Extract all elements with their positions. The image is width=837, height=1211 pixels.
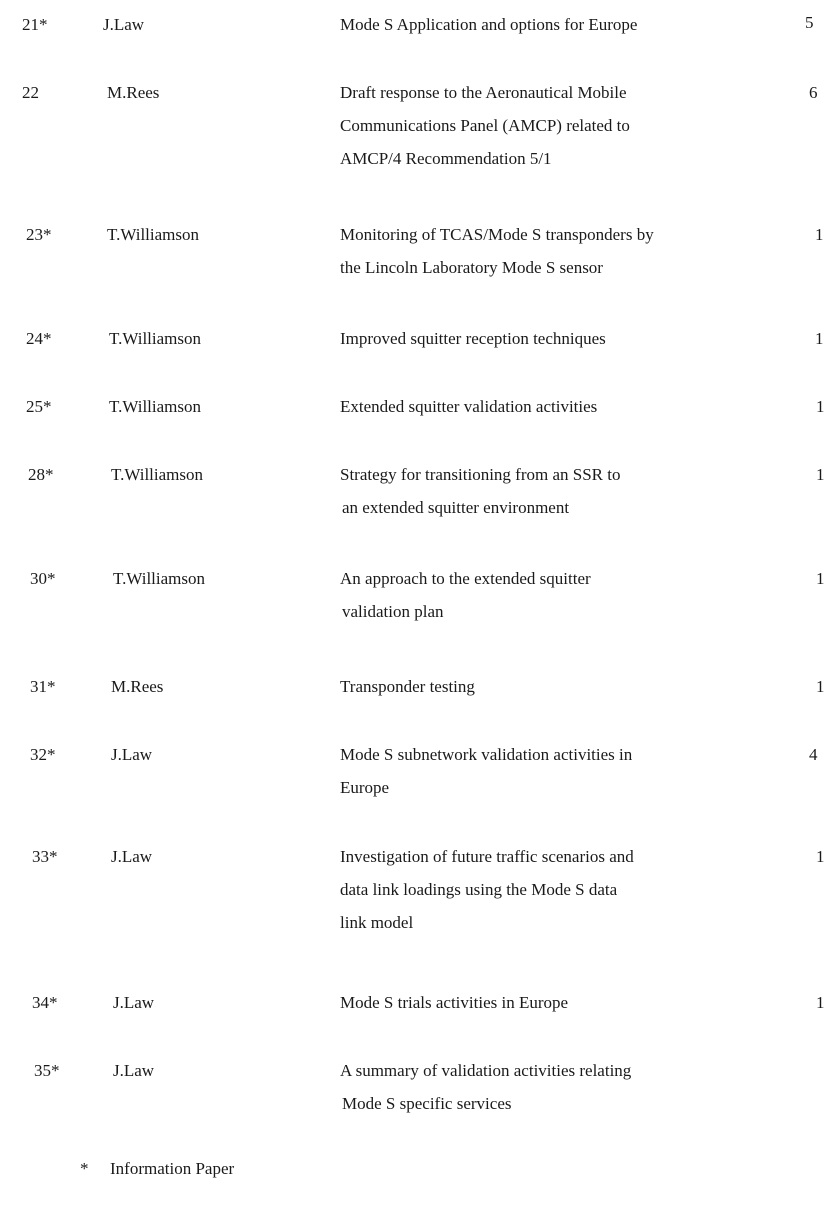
author-name: M.Rees [111, 677, 164, 696]
paper-title [340, 322, 780, 355]
author-name: T.Williamson [109, 329, 202, 348]
paper-title [340, 986, 780, 1019]
copy-count: 1 [816, 465, 825, 484]
paper-number: 21* [22, 15, 48, 34]
title-line: AMCP/4 Recommendation 5/1 [340, 149, 552, 168]
title-line: Improved squitter reception techniques [340, 329, 606, 348]
copy-count: 1 [816, 569, 825, 588]
author-name: J.Law [111, 745, 153, 764]
copy-count: 6 [809, 83, 818, 102]
author-name: T.Williamson [113, 569, 206, 588]
footnote-text: Information Paper [110, 1159, 235, 1178]
title-line: Extended squitter validation activities [340, 397, 598, 416]
title-line: Mode S Application and options for Europe [340, 15, 638, 34]
copy-count: 1 [816, 677, 825, 696]
author-name: T.Williamson [111, 465, 204, 484]
copy-count: 1 [816, 397, 825, 416]
title-line: Mode S subnetwork validation activities in [340, 745, 633, 764]
paper-number: 31* [30, 677, 56, 696]
title-line: the Lincoln Laboratory Mode S sensor [340, 258, 603, 277]
title-line: Transponder testing [340, 677, 475, 696]
paper-number: 30* [30, 569, 56, 588]
paper-number: 22 [22, 83, 39, 102]
author-name: T.Williamson [109, 397, 202, 416]
title-line: data link loadings using the Mode S data [340, 880, 618, 899]
title-line: validation plan [342, 602, 444, 621]
copy-count: 1 [816, 847, 825, 866]
paper-number: 24* [26, 329, 52, 348]
copy-count: 1 [815, 225, 824, 244]
author-name: J.Law [113, 1061, 155, 1080]
paper-number: 28* [28, 465, 54, 484]
author-name: T.Williamson [107, 225, 200, 244]
copy-count: 5 [805, 13, 814, 32]
title-line: Europe [340, 778, 390, 797]
title-line: an extended squitter environment [342, 498, 570, 517]
title-line: Mode S trials activities in Europe [340, 993, 569, 1012]
copy-count: 1 [815, 329, 824, 348]
title-line: Investigation of future traffic scenarios and [340, 847, 634, 866]
paper-title [340, 458, 780, 524]
title-line: Mode S specific services [342, 1094, 512, 1113]
title-line: link model [340, 913, 414, 932]
author-name: J.Law [111, 847, 153, 866]
paper-title [340, 670, 780, 703]
paper-title [340, 390, 780, 423]
paper-number: 25* [26, 397, 52, 416]
paper-number: 34* [32, 993, 58, 1012]
copy-count: 1 [816, 993, 825, 1012]
paper-number: 23* [26, 225, 52, 244]
title-line: Communications Panel (AMCP) related to [340, 116, 630, 135]
paper-title [340, 76, 780, 175]
paper-title [340, 1054, 780, 1120]
paper-number: 35* [34, 1061, 60, 1080]
paper-title [340, 218, 780, 284]
footnote-symbol: * [80, 1159, 89, 1178]
paper-title [340, 562, 780, 628]
author-name: J.Law [103, 15, 145, 34]
title-line: A summary of validation activities relating [340, 1061, 632, 1080]
title-line: An approach to the extended squitter [340, 569, 591, 588]
title-line: Draft response to the Aeronautical Mobile [340, 83, 627, 102]
title-line: Monitoring of TCAS/Mode S transponders by [340, 225, 654, 244]
paper-number: 32* [30, 745, 56, 764]
copy-count: 4 [809, 745, 818, 764]
author-name: M.Rees [107, 83, 160, 102]
paper-title [340, 8, 780, 41]
paper-title [340, 840, 780, 939]
author-name: J.Law [113, 993, 155, 1012]
paper-number: 33* [32, 847, 58, 866]
footnote [80, 1152, 234, 1185]
paper-title [340, 738, 780, 804]
title-line: Strategy for transitioning from an SSR to [340, 465, 621, 484]
